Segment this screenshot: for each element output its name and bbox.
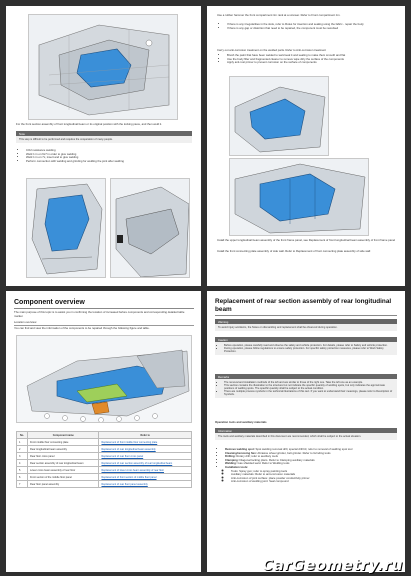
component-table <box>16 431 192 488</box>
list-item: • Cleaning/removing fiex: Abrasive wheel grinder, belt grinder. Refer to Grinding tools <box>225 452 397 456</box>
list-item: • This section contains the illustration to the structure but not indicate the specific quantity of welding spots, but only indicates the approximate positions of welding spots. The specific quantity shall be subject to the actual condition. <box>224 384 394 390</box>
structure-figure <box>110 178 190 278</box>
cell: Lower cross beam assembly of rear floor <box>28 467 99 474</box>
info-text: The tools and auxiliary materials described in this document are recommended, which shall be subject to the actual situation. <box>215 433 397 440</box>
page-title: Component overview <box>14 299 85 306</box>
list-item: • Brush the paint that have been welded to weld seal it and sealing to make them smooth and flat <box>227 54 397 58</box>
col-component: Component name <box>28 432 99 439</box>
document-page-2 <box>207 6 405 286</box>
refer-link[interactable]: Replacement of front middle floor connecting plate <box>99 439 192 446</box>
step-2-text: Carry out anti-corrosion treatment on the welded parts. Refer to Anti-corrosion treatment <box>217 48 326 52</box>
table-row <box>17 467 192 474</box>
cell: Rear section assembly of rear longitudinal beam <box>28 460 99 467</box>
step-text: For the front section assembly of front longitudinal beam or its original position with the locking piece, and then weld it. <box>16 122 162 126</box>
intro-text: The main purpose of this topic is to assist you in confirming the location of increased before components and corresponding detailed table marker. <box>14 310 185 318</box>
component-overview-figure <box>16 335 192 423</box>
cell: 1 <box>17 439 28 446</box>
list-item: • Weld 1 in on 6x7 in order to give welding <box>26 153 190 157</box>
anticorrosion-figure-1 <box>229 76 329 156</box>
list-item: • During operation, please follow regulations to ensure safety protection. For specific safety protection measures, please refer to Work Safety Protection. <box>224 347 394 353</box>
warning-callout <box>215 319 397 331</box>
step-4-text: Install the front connecting plate assembly of side wall. Refer to Replacement of front connecting plate assembly of side wall <box>217 249 371 253</box>
cell: 3 <box>17 453 28 460</box>
table-row <box>17 439 192 446</box>
info-callout <box>215 428 397 440</box>
remarks-callout <box>215 374 397 398</box>
table-row <box>17 481 192 488</box>
document-page-1 <box>6 6 201 286</box>
list-item: • Drilling: Rotary drill; refer to auxiliary tools <box>225 455 397 459</box>
body-structure-figure-1 <box>28 14 178 120</box>
document-page-4 <box>207 291 405 572</box>
list-item: ◦ Anti-corrosion of joint surface: place powder conductivity primer <box>231 477 397 481</box>
list-item: ◦ Anti-corrosion of welding joint: Seal compound <box>231 480 397 484</box>
note-text: This step is difficult to be performed and requires the cooperation of many people. <box>16 136 192 143</box>
step-1-list <box>221 23 397 30</box>
cell: Front middle floor connecting plate <box>28 439 99 446</box>
list-item: • Remove welding spot: Spot welding removal drill, special drill bit; refer to removal of welding spot tool <box>225 448 397 452</box>
cell: 5 <box>17 467 28 474</box>
caution-callout <box>215 337 397 355</box>
list-item: • If there is any irregularities in the slots, refer to Rules for insertion and sealing using the fabric - repair the body <box>227 23 397 27</box>
cell: Rear floor panel assembly <box>28 481 99 488</box>
page-title: Replacement of rear section assembly of rear longitudinal beam <box>215 298 392 313</box>
note-callout <box>16 131 192 143</box>
remarks-label: Remarks <box>215 374 397 379</box>
list-item: • If there is any gap or distortion that need to be repaired, the component must be reworked <box>227 27 397 31</box>
document-page-3 <box>6 291 201 572</box>
table-row <box>17 460 192 467</box>
watermark-logo: CarGeometry.ru <box>262 556 403 574</box>
list-item: • Use the body filler and fragmented cleaner to remove wipe dirty the surface of the components <box>227 58 397 62</box>
list-item: • Welding: Gas shielded weld. Refer to Welding tools <box>225 462 397 466</box>
refer-link[interactable]: Replacement of rear floor cross panel <box>99 453 192 460</box>
weld-list <box>20 149 190 163</box>
cell: Rear floor cross panel <box>28 453 99 460</box>
list-item: • There are multiple process symbols in the technical illustrations of this text. If you want to understand their meanings, please refer to Description of Symbols. <box>224 390 394 396</box>
list-item: • Installation tools: ◦ Tools: Spray gun; refer to spray painting tools ◦ Auxiliary materials: Refer to anti-corrosion materials ◦ Anti-corrosion of joint surface: place powder conductivity primer ◦ Anti-corrosion of welding joint: Seal compound <box>225 466 397 484</box>
cell: Front section of the middle floor panel <box>28 474 99 481</box>
cell: 4 <box>17 460 28 467</box>
list-item: • Perform connection with welding and grinding for welding the joint after welding <box>26 160 190 164</box>
step-3-text: Install the upper longitudinal beam assembly of the front frame panel, see Replacement of front longitudinal beam assembly of front frame panel <box>217 238 396 242</box>
refer-link[interactable]: Replacement of front section of middle floor panel <box>99 474 192 481</box>
list-item: ◦ Tools: Spray gun; refer to spray painting tools <box>231 470 397 474</box>
caution-label: Caution <box>215 337 397 342</box>
tools-list <box>219 448 397 484</box>
weld-figure <box>26 178 106 278</box>
warning-text: To avoid injury accidents, the Notes on dismantling and replacement shall be observed during operation. <box>215 324 397 331</box>
cell: Rear longitudinal beam assembly <box>28 446 99 453</box>
refer-link[interactable]: Replacement of rear longitudinal beam assembly <box>99 446 192 453</box>
cell: 6 <box>17 474 28 481</box>
section-heading: Operation tools and auxiliary materials <box>215 420 267 424</box>
list-item: • Weld 1 in on 7x, insert and to give welding <box>26 156 190 160</box>
list-item: • Before operation, please carefully read and observe the safety and vehicle protection. For details, please refer to Safety and vehicle protection. <box>224 344 394 347</box>
refer-link[interactable]: Replacement of rear section assembly of rear longitudinal beam <box>99 460 192 467</box>
locator-heading: Location overview <box>14 321 194 326</box>
table-row <box>17 446 192 453</box>
refer-link[interactable]: Replacement of lower cross beam assembly of rear floor <box>99 467 192 474</box>
list-item: ◦ Auxiliary materials: Refer to anti-corrosion materials <box>231 473 397 477</box>
list-item: • Clamping: Diagonal locking pliers. Refer to Clamping auxiliary materials <box>225 459 397 463</box>
col-refer: Refer to <box>99 432 192 439</box>
component-table-wrap <box>16 431 192 488</box>
locator-note: You can find and view the information of the components to be repaired through the following figure and table. <box>14 326 150 330</box>
info-label: Information <box>215 428 397 433</box>
cell: 2 <box>17 446 28 453</box>
note-label: Note <box>16 131 192 136</box>
col-no: No. <box>17 432 28 439</box>
warning-label: Warning <box>215 319 397 324</box>
anticorrosion-figure-2 <box>229 158 369 236</box>
table-row <box>17 453 192 460</box>
list-item: • Apply anti-rust primer to prevent corrosion on the surface of components <box>227 61 397 65</box>
step-2-list <box>221 54 397 65</box>
table-row <box>17 474 192 481</box>
list-item: • CO2 resistance welding <box>26 149 190 153</box>
refer-link[interactable]: Replacement of rear floor panel assembly <box>99 481 192 488</box>
list-item: • The removal and installation methods of the left and are similar to those of the right one. Take the left one as an example. <box>224 381 394 384</box>
step-1-text: Use a rubber hammer the front compartment rim rank at a screwer. Refer to Front compartment rim. <box>217 13 341 17</box>
cell: 7 <box>17 481 28 488</box>
